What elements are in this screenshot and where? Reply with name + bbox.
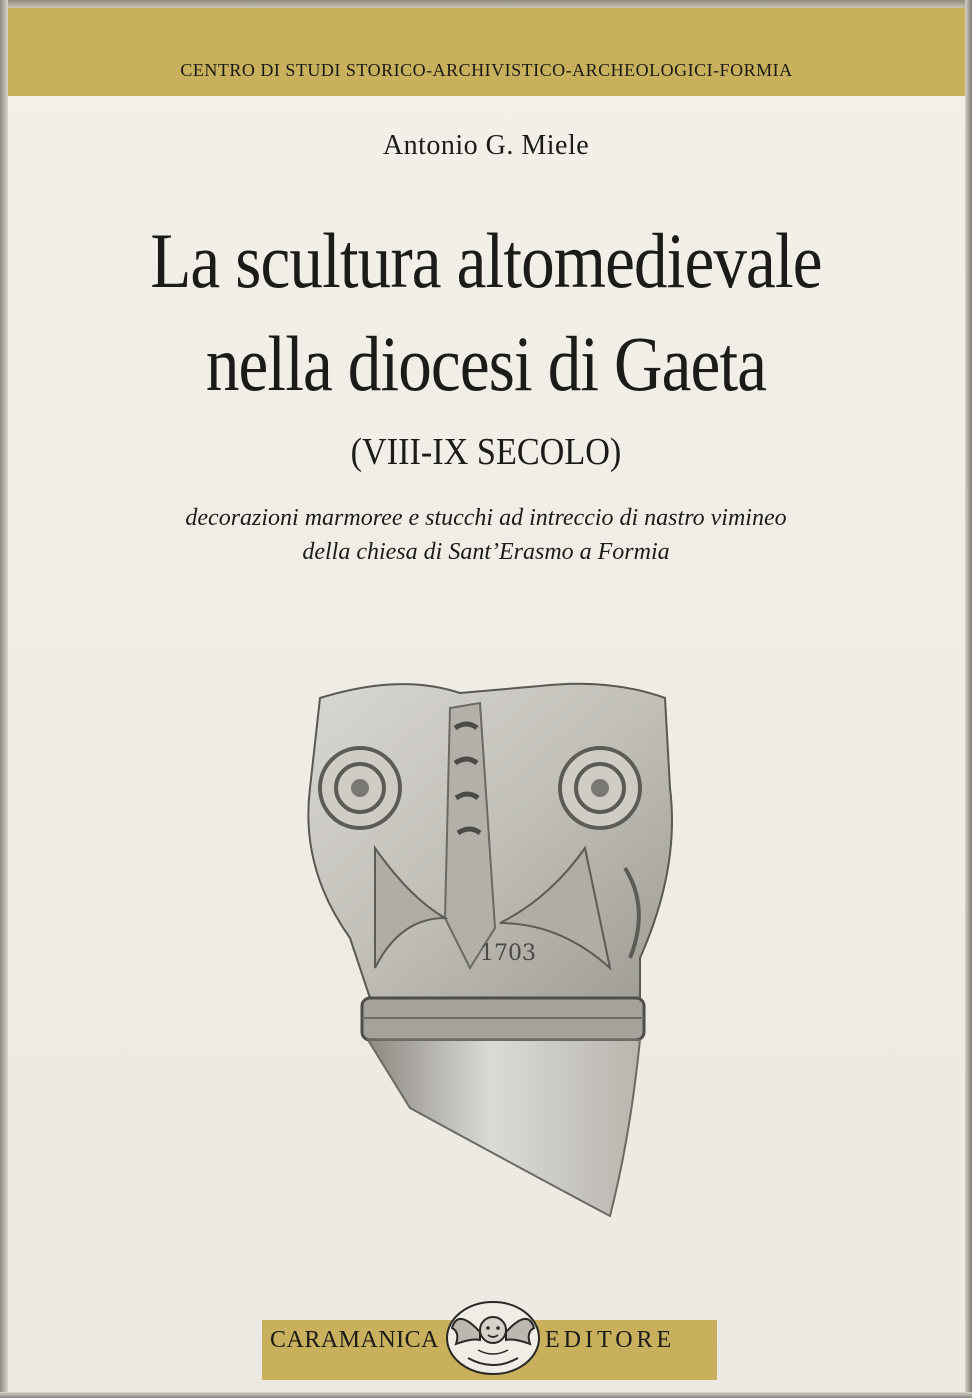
cherub-emblem-icon (438, 1288, 548, 1380)
title-line-1: La scultura altomedievale (150, 217, 822, 304)
institute-name: CENTRO DI STUDI STORICO-ARCHIVISTICO-ARCHEOLOGICI-FORMIA (180, 60, 793, 80)
cover-edge-right (965, 0, 972, 1398)
capital-inscription: 1703 (480, 941, 536, 966)
institute-band (8, 8, 965, 96)
cover-edge-top (0, 0, 972, 8)
cover-edge-left (0, 0, 8, 1398)
author-name: Antonio G. Miele (382, 130, 590, 161)
cover-edge-bottom (0, 1392, 972, 1398)
subtitle-line-2: della chiesa di Sant’Erasmo a Formia (302, 539, 670, 565)
publisher-name: CARAMANICA (270, 1327, 440, 1353)
capital-sculpture-photo (280, 668, 690, 1228)
title-line-2: nella diocesi di Gaeta (205, 320, 767, 407)
publisher-label: EDITORE (545, 1327, 676, 1353)
period-subtitle: (VIII-IX SECOLO) (350, 431, 622, 473)
subtitle-line-1: decorazioni marmoree e stucchi ad intreccio di nastro vimineo (185, 505, 787, 531)
